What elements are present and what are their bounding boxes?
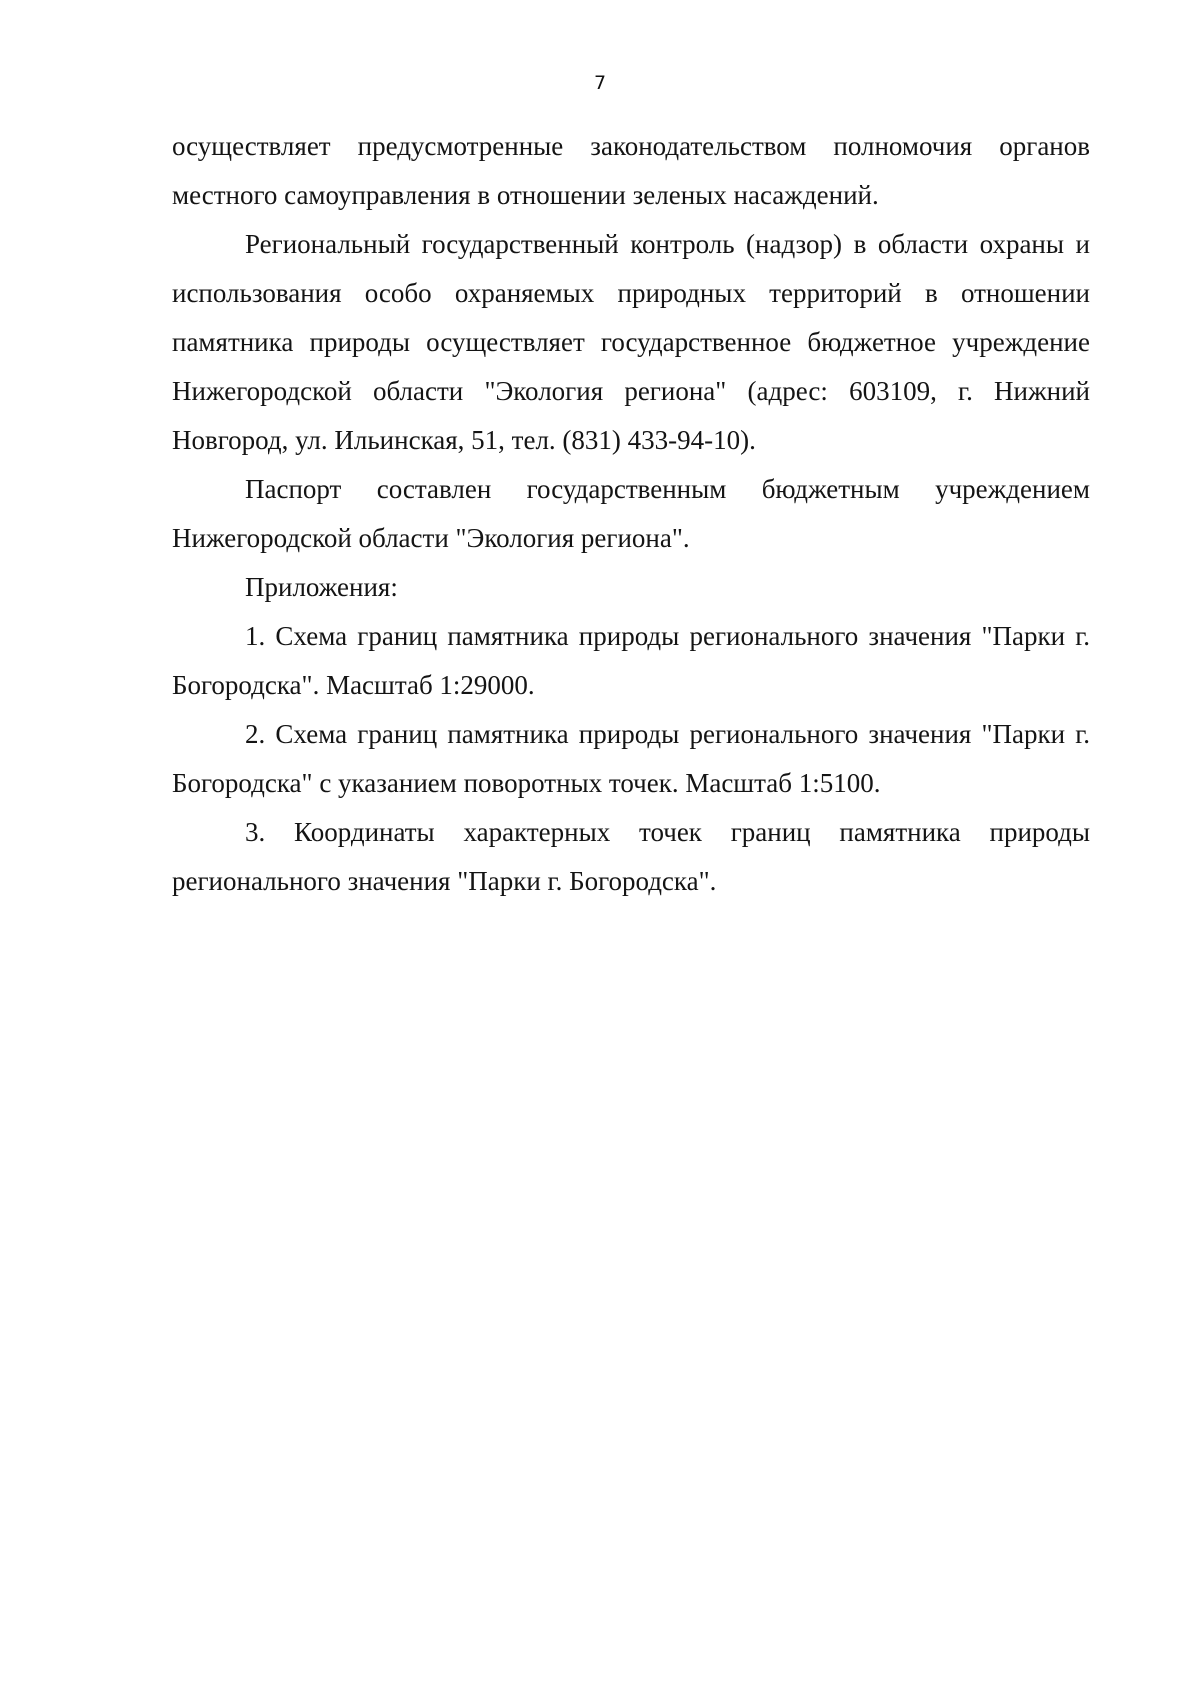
appendices-heading: Приложения: [245,572,398,602]
paragraph-regional-control: Региональный государственный контроль (надзор) в области охраны и использования особо охраняемых природных территорий в отношении памятника природы осуществляет государственное бюджетное учреждение Нижегородской области "Экология региона" (адрес: 603109, г. Нижний Новгород, ул. Ильинская, 51, тел. (831) 433-94-10). [172,229,1090,455]
paragraph-continuation: осуществляет предусмотренные законодательством полномочия органов местного самоуправления в отношении зеленых насаждений. [172,131,1090,210]
document-body [172,122,1090,906]
appendix-item-3: 3. Координаты характерных точек границ памятника природы регионального значения "Парки г. Богородска". [172,817,1090,896]
appendix-item-2: 2. Схема границ памятника природы регионального значения "Парки г. Богородска" с указанием поворотных точек. Масштаб 1:5100. [172,719,1090,798]
appendix-item-1: 1. Схема границ памятника природы регионального значения "Парки г. Богородска". Масштаб 1:29000. [172,621,1090,700]
paragraph-passport-author: Паспорт составлен государственным бюджетным учреждением Нижегородской области "Экология региона". [172,474,1090,553]
page-number: 7 [593,72,607,94]
